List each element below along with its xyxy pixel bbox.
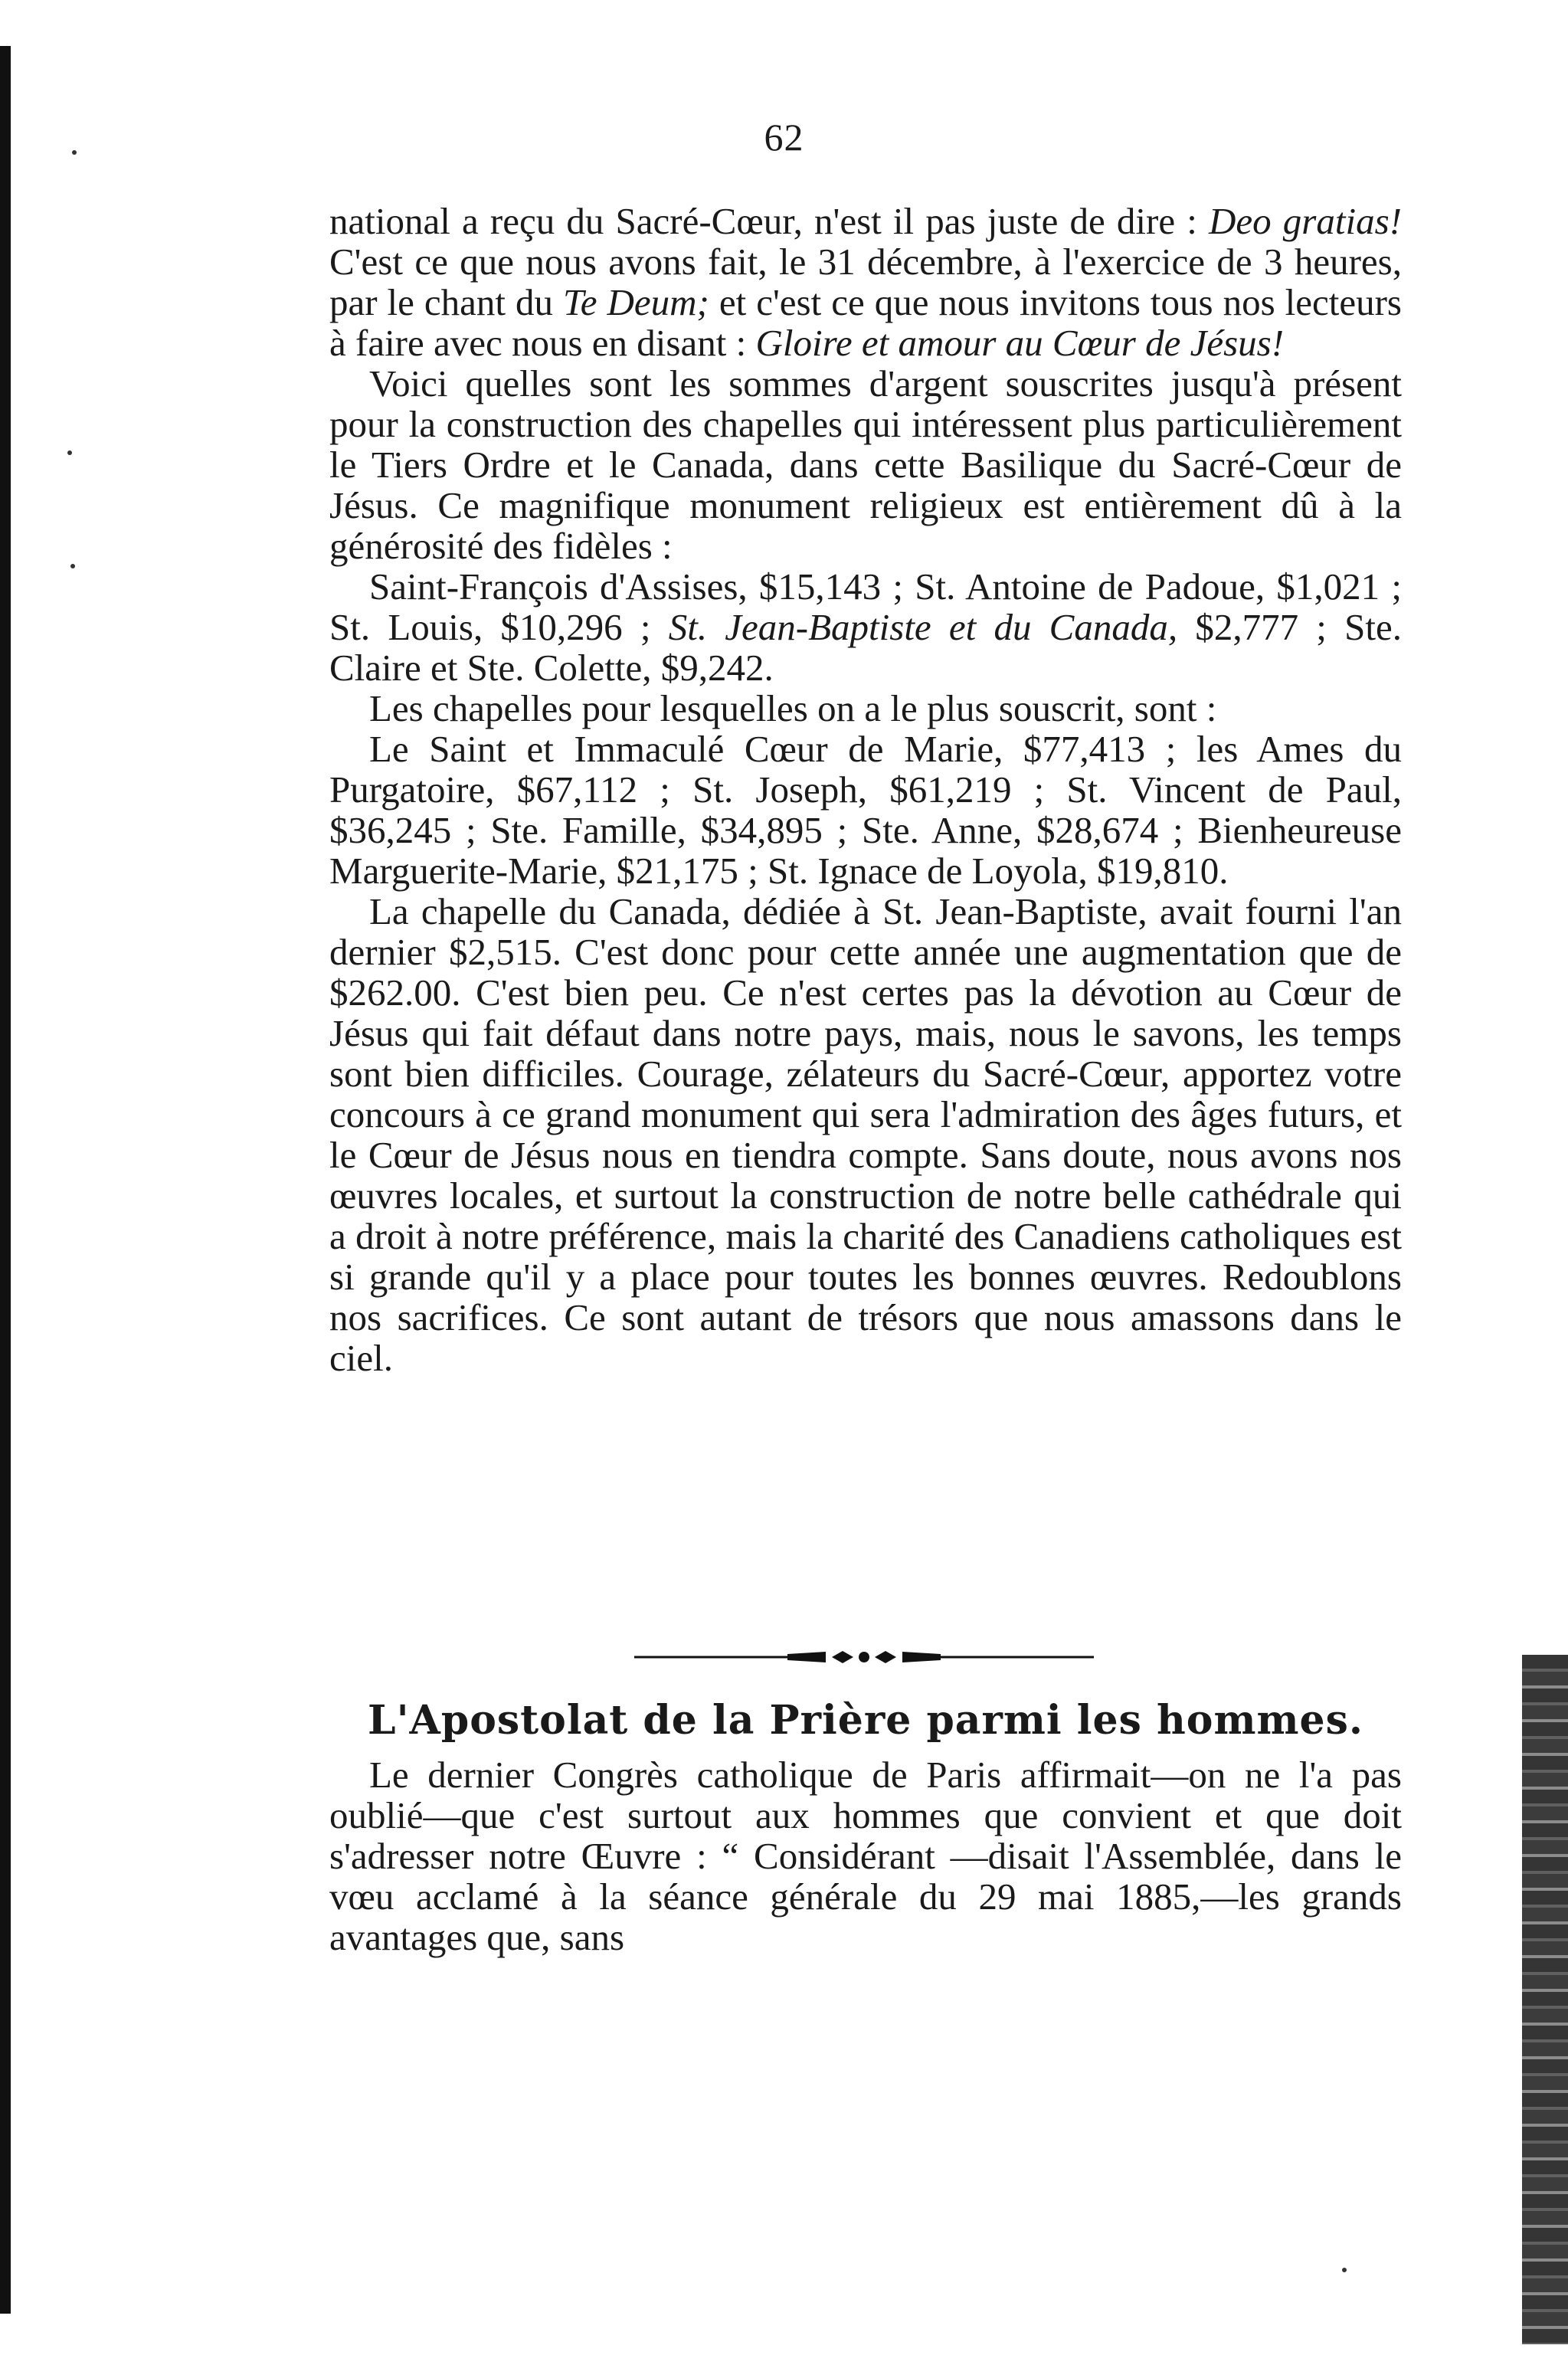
text-run: et c'est ce que nous invitons tous nos lecteurs à faire avec nous en disant : — [329, 281, 1402, 364]
body-text — [329, 201, 1402, 1378]
paragraph — [329, 201, 1402, 363]
scan-speck — [67, 450, 72, 455]
section-divider-ornament — [634, 1646, 1094, 1669]
scan-border-right — [1522, 1655, 1568, 2344]
page-number: 62 — [764, 116, 804, 159]
italic-text: Gloire et amour au Cœur de Jésus! — [755, 322, 1285, 364]
italic-text: Te Deum; — [563, 281, 709, 323]
paragraph — [329, 688, 1402, 729]
scan-speck — [70, 564, 75, 568]
text-run: $2,777 ; Ste. Claire et Ste. Colette, $9,242. — [329, 606, 1402, 689]
paragraph — [329, 729, 1402, 891]
scan-speck — [1342, 2268, 1347, 2272]
section-text — [329, 1754, 1402, 1957]
scan-border-left — [0, 46, 11, 2314]
italic-text: St. Jean-Baptiste et du Canada, — [668, 606, 1178, 648]
text-run: national a reçu du Sacré-Cœur, n'est il pas juste de dire : — [329, 200, 1210, 242]
paragraph — [329, 363, 1402, 566]
text-run: Saint-François d'Assises, $15,143 ; St. Antoine de Padoue, $1,021 ; St. Louis, $10,296 ; — [329, 565, 1402, 648]
text-run: Voici quelles sont les sommes d'argent souscrites jusqu'à présent pour la construction des chapelles qui intéressent plus particulièrement le Tiers Ordre et le Canada, dans cette Basilique du Sacré-Cœur de Jésus. Ce magnifique monument religieux est entièrement dû à la générosité des fidèles : — [329, 362, 1402, 567]
text-run: Le Saint et Immaculé Cœur de Marie, $77,413 ; les Ames du Purgatoire, $67,112 ; St. Joseph, $61,219 ; St. Vincent de Paul, $36,245 ; Ste. Famille, $34,895 ; Ste. Anne, $28,674 ; Bienheureuse Marguerite-Marie, $21,175 ; St. Ignace de Loyola, $19,810. — [329, 728, 1402, 892]
paragraph — [329, 891, 1402, 1378]
paragraph — [329, 1754, 1402, 1957]
section-title: L'Apostolat de la Prière parmi les hommes. — [368, 1697, 1363, 1744]
text-run: Les chapelles pour lesquelles on a le plus souscrit, sont : — [369, 687, 1217, 729]
italic-text: Deo gratias! — [1209, 200, 1402, 242]
text-run: La chapelle du Canada, dédiée à St. Jean-Baptiste, avait fourni l'an dernier $2,515. C'est donc pour cette année une augmentation que de $262.00. C'est bien peu. Ce n'est certes pas la dévotion au Cœur de Jésus qui fait défaut dans notre pays, mais, nous le savons, les temps sont bien difficiles. Courage, zélateurs du Sacré-Cœur, apportez votre concours à ce grand monument qui sera l'admiration des âges futurs, et le Cœur de Jésus nous en tiendra compte. Sans doute, nous avons nos œuvres locales, et surtout la construction de notre belle cathédrale qui a droit à notre préférence, mais la charité des Canadiens catholiques est si grande qu'il y a place pour toutes les bonnes œuvres. Redoublons nos sacrifices. Ce sont autant de trésors que nous amassons dans le ciel. — [329, 890, 1402, 1379]
paragraph — [329, 566, 1402, 688]
text-run: Le dernier Congrès catholique de Paris affirmait—on ne l'a pas oublié—que c'est surtout aux hommes que convient et que doit s'adresser notre Œuvre : “ Considérant —disait l'Assemblée, dans le vœu acclamé à la séance générale du 29 mai 1885,—les grands avantages que, sans — [329, 1754, 1402, 1958]
text-run: C'est ce que nous avons fait, le 31 décembre, à l'exercice de 3 heures, par le chant du — [329, 241, 1402, 323]
